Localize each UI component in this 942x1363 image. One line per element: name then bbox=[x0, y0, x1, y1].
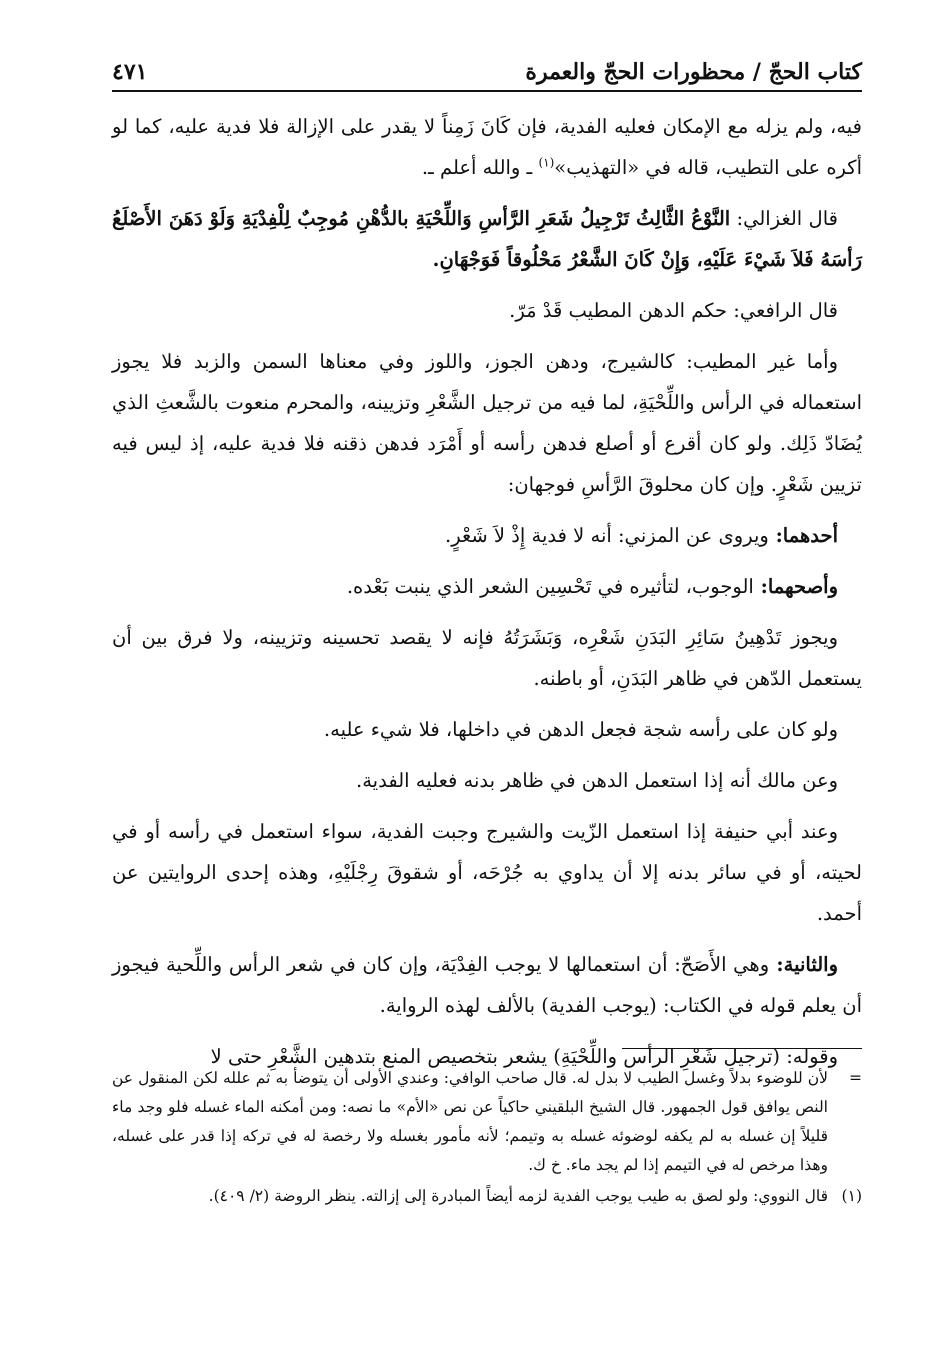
paragraph-5 bbox=[112, 515, 862, 556]
paragraph-11 bbox=[112, 944, 862, 1026]
paragraph-6-text: الوجوب، لتأثيره في تَحْسِين الشعر الذي ينبت بَعْده. bbox=[346, 575, 754, 598]
footnote-continued-mark: = bbox=[849, 1069, 862, 1087]
book-page bbox=[112, 28, 862, 1338]
paragraph-4: وأما غير المطيب: كالشيرج، ودهن الجوز، واللوز وفي معناها السمن والزبد فلا يجوز استعماله في الرأس واللِّحْيَةِ، لما فيه من ترجيل الشَّعْرِ وتزيينه، والمحرم منعوت بالشَّعثِ الذي يُضَادّ ذَلِك. ولو كان أقرع أو أصلع فدهن رأسه أو أَمْرَد فدهن ذقنه فلا فدية عليه، إذ ليس فيه تزيين شَعْرٍ. وإن كان محلوقَ الرَّأسِ فوجهان: bbox=[112, 350, 862, 496]
running-title: كتاب الحجّ / محظورات الحجّ والعمرة bbox=[525, 59, 862, 85]
header-rule bbox=[112, 90, 862, 92]
footnote-continued-text: لأن للوضوء بدلاً وغسل الطيب لا بدل له. قال صاحب الوافي: وعندي الأولى أن يتوضأ به ثم علله لكن المنقول عن النص يوافق قول الجمهور. قال الشيخ البلقيني حاكياً عن نص «الأم» ما نصه: ومن أمكنه الماء غسله فلو وجد ماء قليلاً إن غسله به لم يكفه لوضوئه غسله به وتيمم؛ لأنه مأمور بغسله ولا رخصة له في تركه إذا قدر على غسله، وهذا مرخص له في التيمم إذا لم يجد ماء. خ ك. bbox=[112, 1069, 828, 1174]
paragraph-9: وعن مالك أنه إذا استعمل الدهن في ظاهر بدنه فعليه الفدية. bbox=[356, 769, 838, 792]
footnote-continued bbox=[112, 1064, 862, 1180]
paragraph-5-text: ويروى عن المزني: أنه لا فدية إِذْ لاَ شَعْرٍ. bbox=[445, 524, 769, 547]
paragraph-1-end: ـ والله أعلم ـ. bbox=[421, 156, 539, 179]
paragraph-5-lead: أحدهما: bbox=[768, 524, 838, 547]
paragraph-11-text: وهي الأَصَحّ: أن استعمالها لا يوجب الفِدْيَة، وإن كان في شعر الرأس واللِّحية فيجوز أن يعلم قوله في الكتاب: (يوجب الفدية) بالألف لهذه الرواية. bbox=[112, 953, 862, 1017]
paragraph-3: قال الرافعي: حكم الدهن المطيب قَدْ مَرّ. bbox=[509, 299, 838, 322]
main-text bbox=[112, 106, 862, 1087]
paragraph-6 bbox=[112, 566, 862, 607]
paragraph-1-text: فيه، ولم يزله مع الإمكان فعليه الفدية، فإن كَانَ زَمِناً لا يقدر على الإزالة فلا فدية عليه، كما لو أكره على التطيب، قاله في «التهذيب» bbox=[112, 115, 862, 179]
paragraph-matn bbox=[112, 198, 862, 280]
page-number: ٤٧١ bbox=[112, 59, 148, 85]
footnotes bbox=[112, 1064, 862, 1213]
footnote-1-mark: (١) bbox=[841, 1187, 862, 1205]
running-header bbox=[112, 50, 862, 94]
matn-lead: قال الغزالي: bbox=[730, 207, 838, 230]
footnote-rule bbox=[622, 1048, 862, 1049]
footnote-1-text: قال النووي: ولو لصق به طيب يوجب الفدية لزمه أيضاً المبادرة إلى إزالته. ينظر الروضة (٢/ ٤٠٩). bbox=[208, 1187, 828, 1205]
paragraph-8: ولو كان على رأسه شجة فجعل الدهن في داخلها، فلا شيء عليه. bbox=[323, 718, 838, 741]
footnote-ref-1: (١) bbox=[538, 155, 555, 170]
footnote-1 bbox=[112, 1182, 862, 1211]
paragraph-10: وعند أبي حنيفة إذا استعمل الزّيت والشيرج وجبت الفدية، سواء استعمل في رأسه أو في لحيته، أو في سائر بدنه إلا أن يداوي به جُرْحَه، أو شقوقَ رِجْلَيْهِ، وهذه إحدى الروايتين عن أحمد. bbox=[112, 820, 862, 925]
paragraph-1 bbox=[112, 106, 862, 188]
paragraph-7: ويجوز تَدْهِينُ سَائِرِ البَدَنِ شَعْرِه، وَبَشَرَتُهُ فإنه لا يقصد تحسينه وتزيينه، ولا فرق بين أن يستعمل الدّهن في ظاهر البَدَنِ، أو باطنه. bbox=[112, 626, 862, 690]
paragraph-6-lead: وأصحهما: bbox=[753, 575, 838, 598]
paragraph-12: وقوله: (ترجيل شَعْرِ الرأس واللِّحْيَةِ) يشعر بتخصيص المنع بتدهين الشَّعْرِ حتى لا bbox=[210, 1045, 838, 1068]
paragraph-11-lead: والثانية: bbox=[769, 953, 838, 976]
matn-text: النَّوْعُ الثَّالِثُ تَرْجِيلُ شَعَرِ الرَّأسِ وَاللِّحْيَةِ بالدُّهْنِ مُوجِبٌ لِلْفِدْيَةِ وَلَوْ دَهَنَ الأَصْلَعُ رَأسَهُ فَلاَ شَيْءَ عَلَيْهِ، وَإِنْ كَانَ الشَّعْرُ مَحْلُوقاً فَوَجْهَانِ. bbox=[112, 207, 862, 271]
